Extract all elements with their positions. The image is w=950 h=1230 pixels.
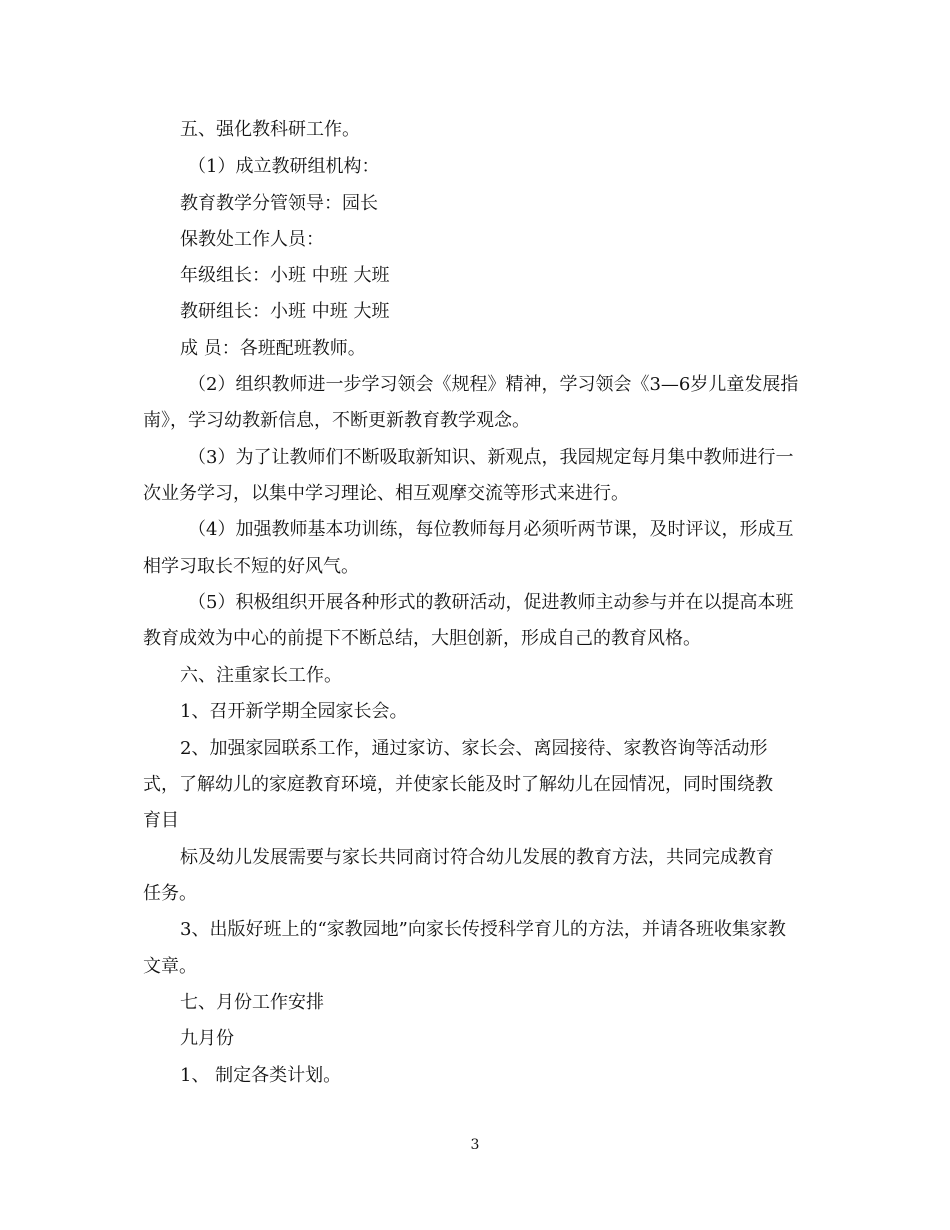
paragraph-line: 文章。 xyxy=(143,956,197,977)
paragraph-line: 次业务学习，以集中学习理论、相互观摩交流等形式来进行。 xyxy=(143,483,629,504)
paragraph-line: 成 员：各班配班教师。 xyxy=(180,338,366,359)
paragraph-line: 南》，学习幼教新信息，不断更新教育教学观念。 xyxy=(143,410,530,431)
section-heading-five: 五、强化教科研工作。 xyxy=(180,119,360,140)
paragraph-line: 标及幼儿发展需要与家长共同商讨符合幼儿发展的教育方法，共同完成教育 xyxy=(180,847,774,868)
paragraph-line: 2、加强家园联系工作，通过家访、家长会、离园接待、家教咨询等活动形 xyxy=(180,738,768,759)
paragraph-line: （2）组织教师进一步学习领会《规程》精神，学习领会《3—6岁儿童发展指 xyxy=(188,374,799,395)
page-number: 3 xyxy=(470,1137,480,1153)
paragraph-line: 任务。 xyxy=(143,883,197,904)
paragraph-line: （1）成立教研组机构： xyxy=(188,156,380,177)
paragraph-line: 教育成效为中心的前提下不断总结，大胆创新，形成自己的教育风格。 xyxy=(143,628,701,649)
paragraph-line: 教育教学分管领导：园长 xyxy=(180,193,378,214)
paragraph-line: 年级组长：小班 中班 大班 xyxy=(180,265,390,286)
paragraph-line: 3、出版好班上的“家教园地”向家长传授科学育儿的方法，并请各班收集家教 xyxy=(180,919,786,940)
paragraph-line: （3）为了让教师们不断吸取新知识、新观点，我园规定每月集中教师进行一 xyxy=(188,447,794,468)
section-heading-six: 六、注重家长工作。 xyxy=(180,665,342,686)
paragraph-line: （4）加强教师基本功训练，每位教师每月必须听两节课，及时评议，形成互 xyxy=(188,519,794,540)
paragraph-line: 育目 xyxy=(143,810,179,831)
paragraph-line: 1、召开新学期全园家长会。 xyxy=(180,701,408,722)
paragraph-line: 教研组长：小班 中班 大班 xyxy=(180,301,390,322)
paragraph-line: 式，了解幼儿的家庭教育环境，并使家长能及时了解幼儿在园情况，同时围绕教 xyxy=(143,774,773,795)
paragraph-line: （5）积极组织开展各种形式的教研活动，促进教师主动参与并在以提高本班 xyxy=(188,592,794,613)
section-heading-seven: 七、月份工作安排 xyxy=(180,992,324,1013)
paragraph-line: 保教处工作人员： xyxy=(180,229,324,250)
paragraph-line: 九月份 xyxy=(180,1028,234,1049)
paragraph-line: 1、 制定各类计划。 xyxy=(180,1065,342,1086)
paragraph-line: 相学习取长不短的好风气。 xyxy=(143,556,359,577)
